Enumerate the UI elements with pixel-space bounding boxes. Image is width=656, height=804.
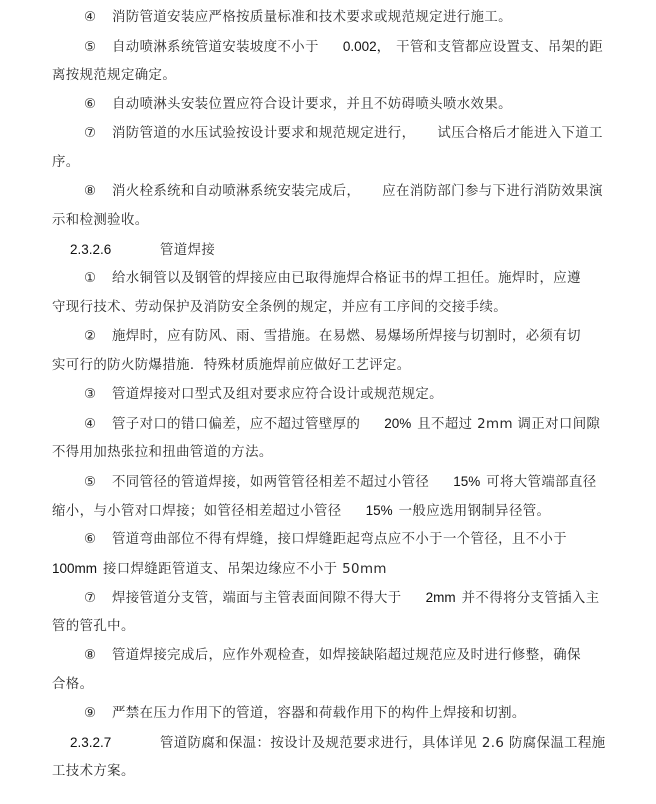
paragraph-line xyxy=(84,414,600,435)
paragraph-line xyxy=(84,385,443,405)
line-text: 且不超过 2mm 调正对口间隙 xyxy=(417,417,601,432)
line-text: 不同管径的管道焊接，如两管管径相差不超过小管径 xyxy=(112,475,430,490)
line-text: 干管和支管都应设置支、吊架的距 xyxy=(396,40,604,55)
line-text: 施焊时，应有防风、雨、雪措施。在易燃、易爆场所焊接与切割时，必须有切 xyxy=(112,329,581,344)
line-text: 缩小，与小管对口焊接；如管径相差超过小管径 xyxy=(52,504,342,519)
line-text: 消防管道的水压试验按设计要求和规范规定进行， xyxy=(112,126,416,141)
line-text: 管道焊接完成后，应作外观检查，如焊接缺陷超过规范应及时进行修整，确保 xyxy=(112,648,581,663)
line-text: 并不得将分支管插入主 xyxy=(461,591,600,606)
line-text: 接口焊缝距管道支、吊架边缘应不小于 50mm xyxy=(103,562,387,577)
item-number: ⑥ xyxy=(84,532,97,547)
paragraph-line xyxy=(52,356,411,376)
line-text: 自动喷淋头安装位置应符合设计要求，并且不妨碍喷头喷水效果。 xyxy=(112,97,512,112)
paragraph-line xyxy=(84,182,603,202)
paragraph-line xyxy=(52,762,135,782)
line-text: 守现行技术、劳动保护及消防安全条例的规定，并应有工序间的交接手续。 xyxy=(52,300,508,315)
line-text: 消防管道安装应严格按质量标准和技术要求或规范规定进行施工。 xyxy=(112,10,512,25)
line-text: 管道焊接 xyxy=(160,243,216,258)
line-text: 试压合格后才能进入下道工 xyxy=(437,126,603,141)
line-text: 自动喷淋系统管道安装坡度不小于 xyxy=(112,40,319,55)
line-text: 离按规范规定确定。 xyxy=(52,68,177,83)
line-text: 焊接管道分支管，端面与主管表面间隙不得大于 xyxy=(112,591,402,606)
line-text: 管道防腐和保温：按设计及规范要求进行，具体详见 2.6 防腐保温工程施 xyxy=(160,736,606,751)
line-text: 序。 xyxy=(52,155,80,170)
paragraph-line xyxy=(52,443,273,463)
line-text: 应在消防部门参与下进行消防效果演 xyxy=(382,184,603,199)
paragraph-line xyxy=(84,704,526,724)
line-text: 工技术方案。 xyxy=(52,764,135,779)
item-number: ④ xyxy=(84,417,97,432)
item-number: ⑧ xyxy=(84,648,97,663)
item-number: ② xyxy=(84,329,97,344)
paragraph-line xyxy=(84,269,581,289)
paragraph-line xyxy=(52,66,176,86)
item-number: ⑧ xyxy=(84,184,97,199)
line-text: 不得用加热张拉和扭曲管道的方法。 xyxy=(52,445,273,460)
line-text: 管道焊接对口型式及组对要求应符合设计或规范规定。 xyxy=(112,387,443,402)
paragraph-line xyxy=(52,675,93,695)
numeric-value: 2mm xyxy=(425,590,456,605)
line-text: 示和检测验收。 xyxy=(52,213,149,228)
item-number: ⑤ xyxy=(84,475,97,490)
numeric-value: 15% xyxy=(453,474,481,489)
item-number: ⑨ xyxy=(84,706,97,721)
line-text: 一般应选用钢制异径管。 xyxy=(398,504,551,519)
line-text: 严禁在压力作用下的管道，容器和荷载作用下的构件上焊接和切割。 xyxy=(112,706,526,721)
paragraph-line xyxy=(84,646,581,666)
paragraph-line xyxy=(52,153,80,173)
paragraph-line xyxy=(84,8,512,28)
item-number: ① xyxy=(84,271,97,286)
item-number: ③ xyxy=(84,387,97,402)
line-text: 消火栓系统和自动喷淋系统安装完成后， xyxy=(112,184,361,199)
paragraph-line xyxy=(52,617,135,637)
line-text: 合格。 xyxy=(52,677,94,692)
item-number: ⑤ xyxy=(84,40,97,55)
paragraph-line xyxy=(84,37,603,58)
numeric-value: 100mm xyxy=(52,561,98,576)
paragraph-line xyxy=(84,124,603,144)
item-number: ⑥ xyxy=(84,97,97,112)
item-number: ④ xyxy=(84,10,97,25)
paragraph-line xyxy=(52,298,507,318)
section-heading xyxy=(70,240,215,261)
paragraph-line xyxy=(84,472,597,493)
line-text: 给水铜管以及钢管的焊接应由已取得施焊合格证书的焊工担任。施焊时，应遵 xyxy=(112,271,581,286)
paragraph-line xyxy=(84,530,567,550)
section-heading xyxy=(70,733,606,754)
line-text: 管的管孔中。 xyxy=(52,619,135,634)
paragraph-line xyxy=(84,95,512,115)
line-text: 管道弯曲部位不得有焊缝，接口焊缝距起弯点应不小于一个管径，且不小于 xyxy=(112,532,568,547)
paragraph-line xyxy=(84,327,581,347)
line-text: 可将大管端部直径 xyxy=(486,475,597,490)
line-text: 管子对口的错口偏差，应不超过管壁厚的 xyxy=(112,417,361,432)
line-text: 实可行的防火防爆措施．特殊材质施焊前应做好工艺评定。 xyxy=(52,358,411,373)
item-number: ⑦ xyxy=(84,591,97,606)
item-number: ⑦ xyxy=(84,126,97,141)
paragraph-line xyxy=(52,501,550,522)
paragraph-line xyxy=(52,559,387,580)
numeric-value: 15% xyxy=(365,503,393,518)
numeric-value: 0.002， xyxy=(342,39,391,54)
paragraph-line xyxy=(84,588,600,609)
section-number: 2.3.2.6 xyxy=(70,242,112,257)
section-number: 2.3.2.7 xyxy=(70,735,112,750)
paragraph-line xyxy=(52,211,149,231)
numeric-value: 20% xyxy=(384,416,412,431)
